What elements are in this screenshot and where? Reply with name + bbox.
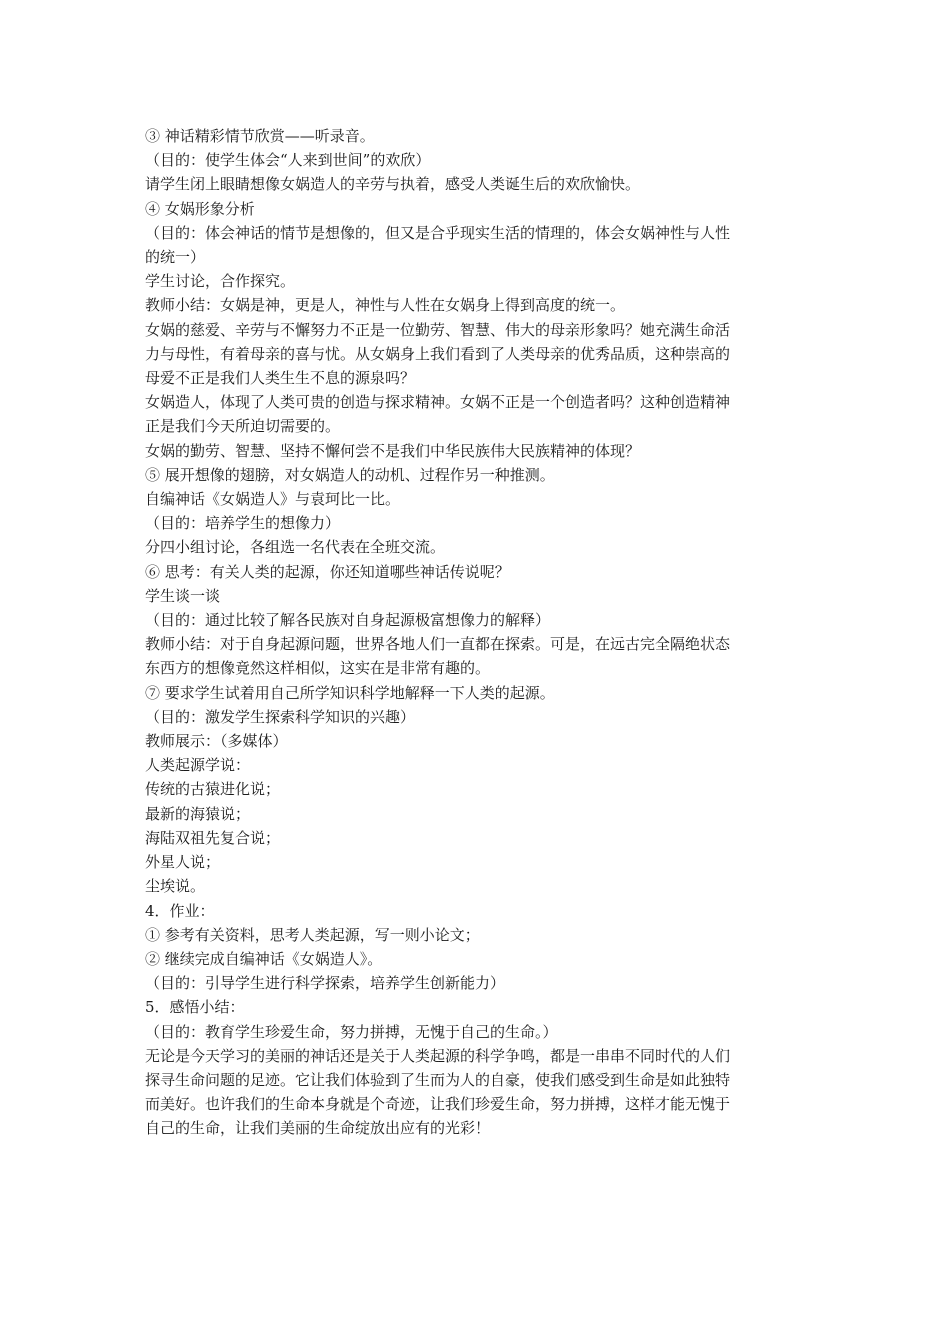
text-line: 母爱不正是我们人类生生不息的源泉吗？ (145, 369, 416, 388)
text-line: （目的：通过比较了解各民族对自身起源极富想像力的解释） (145, 611, 551, 630)
text-line: 的统一） (145, 248, 206, 267)
text-line: ④ 女娲形象分析 (145, 199, 255, 218)
text-line: （目的：激发学生探索科学知识的兴趣） (145, 707, 416, 726)
text-line: 分四小组讨论，各组选一名代表在全班交流。 (145, 538, 446, 557)
text-line: 正是我们今天所迫切需要的。 (145, 417, 341, 436)
text-line: 而美好。也许我们的生命本身就是个奇迹，让我们珍爱生命，努力拼搏，这样才能无愧于 (145, 1095, 731, 1114)
text-line: ② 继续完成自编神话《女娲造人》。 (145, 949, 383, 968)
text-line: 力与母性，有着母亲的喜与忧。从女娲身上我们看到了人类母亲的优秀品质，这种崇高的 (145, 344, 731, 363)
text-line: 外星人说； (145, 853, 221, 872)
document-body (145, 124, 815, 1141)
text-line: （目的：体会神话的情节是想像的，但又是合乎现实生活的情理的，体会女娲神性与人性 (145, 223, 731, 242)
text-line: 女娲的慈爱、辛劳与不懈努力不正是一位勤劳、智慧、伟大的母亲形象吗？她充满生命活 (145, 320, 731, 339)
text-line: ⑤ 展开想像的翅膀，对女娲造人的动机、过程作另一种推测。 (145, 465, 555, 484)
text-line: （目的：培养学生的想像力） (145, 514, 341, 533)
text-line: （目的：使学生体会“人来到世间”的欢欣） (145, 151, 431, 170)
text-line: 学生谈一谈 (145, 586, 221, 605)
text-line: 教师小结：对于自身起源问题，世界各地人们一直都在探索。可是，在远古完全隔绝状态 (145, 635, 731, 654)
text-line: （目的：教育学生珍爱生命，努力拼搏，无愧于自己的生命。） (145, 1022, 558, 1041)
text-line: 传统的古猿进化说； (145, 780, 281, 799)
text-line: 5．感悟小结： (145, 998, 245, 1017)
text-line: 教师小结：女娲是神，更是人，神性与人性在女娲身上得到高度的统一。 (145, 296, 626, 315)
text-line: 学生讨论，合作探究。 (145, 272, 296, 291)
text-line: 最新的海猿说； (145, 804, 251, 823)
text-line: 海陆双祖先复合说； (145, 828, 281, 847)
text-line: 无论是今天学习的美丽的神话还是关于人类起源的科学争鸣，都是一串串不同时代的人们 (145, 1046, 731, 1065)
text-line: 自己的生命，让我们美丽的生命绽放出应有的光彩！ (145, 1119, 491, 1138)
text-line: ③ 神话精彩情节欣赏——听录音。 (145, 127, 375, 145)
text-line: （目的：引导学生进行科学探索，培养学生创新能力） (145, 974, 506, 993)
text-line: ⑥ 思考：有关人类的起源，你还知道哪些神话传说呢？ (145, 562, 510, 581)
text-line: 尘埃说。 (145, 877, 206, 896)
text-line: 请学生闭上眼睛想像女娲造人的辛劳与执着，感受人类诞生后的欢欣愉快。 (145, 175, 641, 194)
text-line: 女娲造人，体现了人类可贵的创造与探求精神。女娲不正是一个创造者吗？这种创造精神 (145, 393, 731, 412)
text-line: 东西方的想像竟然这样相似，这实在是非常有趣的。 (145, 659, 491, 678)
text-line: ① 参考有关资料，思考人类起源，写一则小论文； (145, 925, 480, 944)
text-line: 探寻生命问题的足迹。它让我们体验到了生而为人的自豪，使我们感受到生命是如此独特 (145, 1070, 731, 1089)
text-line: 教师展示：（多媒体） (145, 732, 288, 751)
text-line: 人类起源学说： (145, 756, 251, 775)
text-line: 4．作业： (145, 901, 215, 920)
text-line: 自编神话《女娲造人》与袁珂比一比。 (145, 490, 401, 509)
text-line: ⑦ 要求学生试着用自己所学知识科学地解释一下人类的起源。 (145, 683, 555, 702)
text-line: 女娲的勤劳、智慧、坚持不懈何尝不是我们中华民族伟大民族精神的体现？ (145, 441, 641, 460)
